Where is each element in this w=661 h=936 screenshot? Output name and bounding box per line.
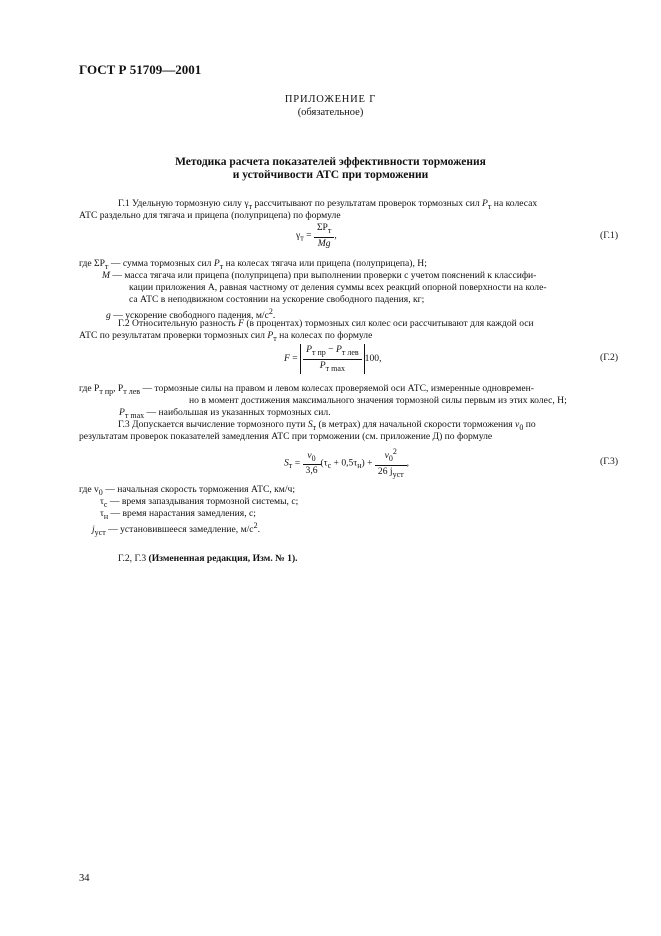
- g2-where-line2: но в момент достижения максимального значения тормозной силы первым из этих колес, Н;: [189, 395, 567, 406]
- g1-where-line1: где $\Sigma P_т$ — сумма тормозных сил $P_т$ на колесах тягача или прицепа (полуприцепа), Н;: [79, 258, 427, 271]
- g1-where-M-line1: M — масса тягача или прицепа (полуприцепа) при выполнении проверки с учетом пояснений к классифи-: [102, 270, 537, 281]
- g2-where-line3: $P_{т max}$ — наибольшая из указанных тормозных сил.: [119, 407, 331, 420]
- g3-where-line1: где $v_0$ — начальная скорость торможения АТС, км/ч;: [79, 484, 296, 497]
- g2-paragraph-line1: Г.2 Относительную разность F (в процентах) тормозных сил колес оси рассчитывают для каждой оси: [118, 318, 534, 329]
- amendment-note: Г.2, Г.3 (Измененная редакция, Изм. № 1).: [118, 553, 298, 564]
- annex-status: (обязательное): [297, 107, 364, 118]
- g1-where-M-line2: кации приложения А, равная частному от деления суммы всех реакций опорной поверхности на коле-: [129, 282, 547, 293]
- document-code: ГОСТ Р 51709—2001: [79, 62, 202, 77]
- g1-paragraph-line2: АТС раздельно для тягача и прицепа (полуприцепа) по формуле: [79, 210, 341, 221]
- g2-where-line1: где $P_{т пр}$, $P_{т лев}$ — тормозные силы на правом и левом колесах проверяемой оси АТС, измеренные одновремен-: [79, 383, 534, 396]
- g2-paragraph-line2: АТС по результатам проверки тормозных сил $P_т$ на колесах по формуле: [79, 330, 373, 343]
- formula-g3: $S_т$ = $\frac{v_0}{3,6}$ $(\tau_с + 0,5\tau_н)$ + $\frac{v_0^2}{26 j_{уст}}$ ,: [284, 447, 410, 479]
- g1-where-g: g — ускорение свободного падения, $м/с^2$.: [106, 307, 276, 322]
- annex-label: ПРИЛОЖЕНИЕ Г: [284, 94, 377, 105]
- equation-number-g1: (Г.1): [600, 230, 619, 241]
- g1-paragraph-line1: Г.1 Удельную тормозную силу $\gamma_т$ рассчитывают по результатам проверок тормозных сил $P_т$ на колесах: [118, 198, 538, 211]
- g3-paragraph-line2: результатам проверок показателей замедления АТС при торможении (см. приложение Д) по формуле: [79, 431, 493, 442]
- g3-paragraph-line1: Г.3 Допускается вычисление тормозного пути $S_т$ (в метрах) для начальной скорости торможения $v_0$ по: [118, 419, 536, 432]
- g1-where-M-line3: са АТС в неподвижном состоянии на ускорение свободного падения, кг;: [129, 294, 425, 305]
- g3-where-line2: $\tau_с$ — время запаздывания тормозной системы, с;: [100, 496, 299, 509]
- formula-g2: F = $\frac{P_{т пр} - P_{т лев}}{P_{т max}}$ 100,: [284, 344, 382, 373]
- equation-number-g3: (Г.3): [600, 456, 619, 467]
- g3-where-line4: $j_{уст}$ — установившееся замедление, $м/с^2$.: [92, 521, 260, 538]
- equation-number-g2: (Г.2): [600, 352, 619, 363]
- section-title: [0, 156, 661, 182]
- title-line-1: Методика расчета показателей эффективности торможения: [175, 156, 486, 168]
- page-number: 34: [79, 873, 90, 884]
- g3-where-line3: $\tau_н$ — время нарастания замедления, с;: [100, 508, 256, 521]
- title-line-2: и устойчивости АТС при торможении: [232, 169, 429, 181]
- formula-g1: $\gamma_т$ = $\frac{\Sigma P_т}{Mg}$ ,: [296, 222, 337, 249]
